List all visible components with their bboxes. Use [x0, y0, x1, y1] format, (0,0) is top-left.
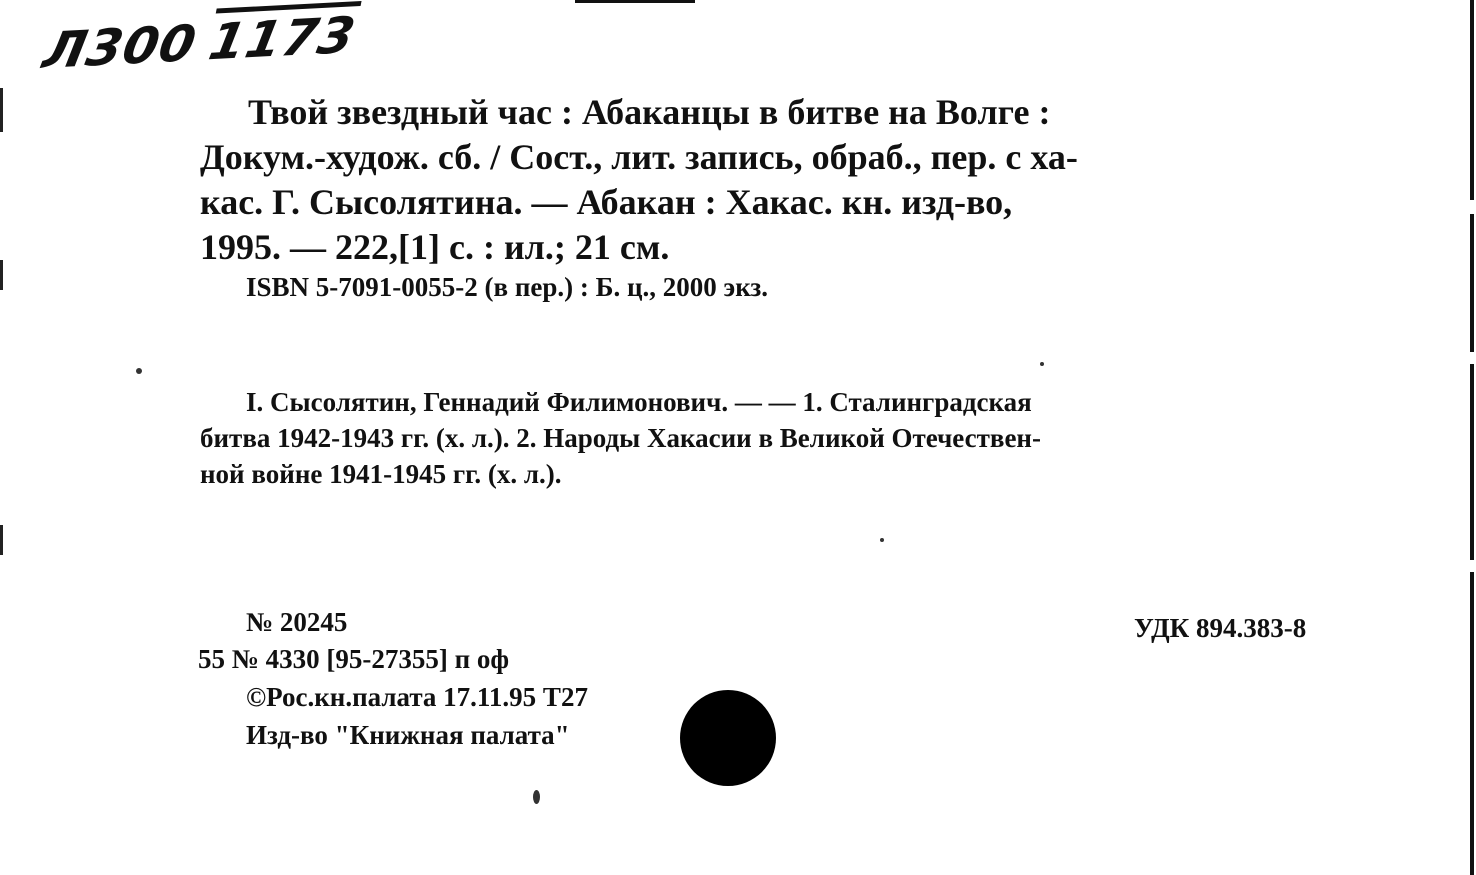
title-line: Докум.-худож. сб. / Сост., лит. запись, обраб., пер. с ха-: [200, 137, 1078, 177]
subject-tracings: [200, 384, 1362, 492]
ink-speck: [880, 538, 884, 542]
title-line: Твой звездный час : Абаканцы в битве на Волге :: [248, 92, 1051, 132]
ink-speck: [533, 790, 540, 804]
tracing-line: ной войне 1941-1945 гг. (х. л.).: [200, 459, 562, 489]
left-edge-mark: [0, 525, 3, 555]
ink-speck: [136, 368, 142, 374]
handwritten-shelfmark: [38, 6, 361, 80]
title-line: 1995. — 222,[1] с. : ил.; 21 см.: [200, 227, 670, 267]
record-number: № 20245: [246, 607, 348, 637]
title-line: кас. Г. Сысолятина. — Абакан : Хакас. кн. изд-во,: [200, 182, 1013, 222]
right-border: [1470, 0, 1474, 875]
left-edge-mark: [0, 88, 3, 132]
publisher-line: Изд-во "Книжная палата": [246, 720, 570, 750]
right-border-gap: [1468, 200, 1476, 214]
order-line: 55 № 4330 [95-27355] п оф: [198, 644, 510, 674]
ink-speck: [1040, 362, 1044, 366]
bibliographic-description: [200, 90, 1360, 270]
copyright-line: ©Рос.кн.палата 17.11.95 Т27: [246, 682, 588, 712]
right-border-gap: [1468, 352, 1476, 364]
top-rule: [575, 0, 695, 3]
left-edge-mark: [0, 260, 3, 290]
udc-code: УДК 894.383-8: [1134, 613, 1307, 643]
isbn-line: ISBN 5-7091-0055-2 (в пер.) : Б. ц., 2000 экз.: [246, 272, 768, 302]
right-border-gap: [1468, 560, 1476, 572]
tracing-line: битва 1942-1943 гг. (х. л.). 2. Народы Хакасии в Великой Отечествен-: [200, 423, 1041, 453]
handwritten-code: Л300: [38, 14, 202, 80]
handwritten-number: 1173: [204, 6, 361, 72]
ink-blot: [680, 690, 776, 786]
tracing-line: I. Сысолятин, Геннадий Филимонович. — — 1. Сталинградская: [246, 387, 1032, 417]
